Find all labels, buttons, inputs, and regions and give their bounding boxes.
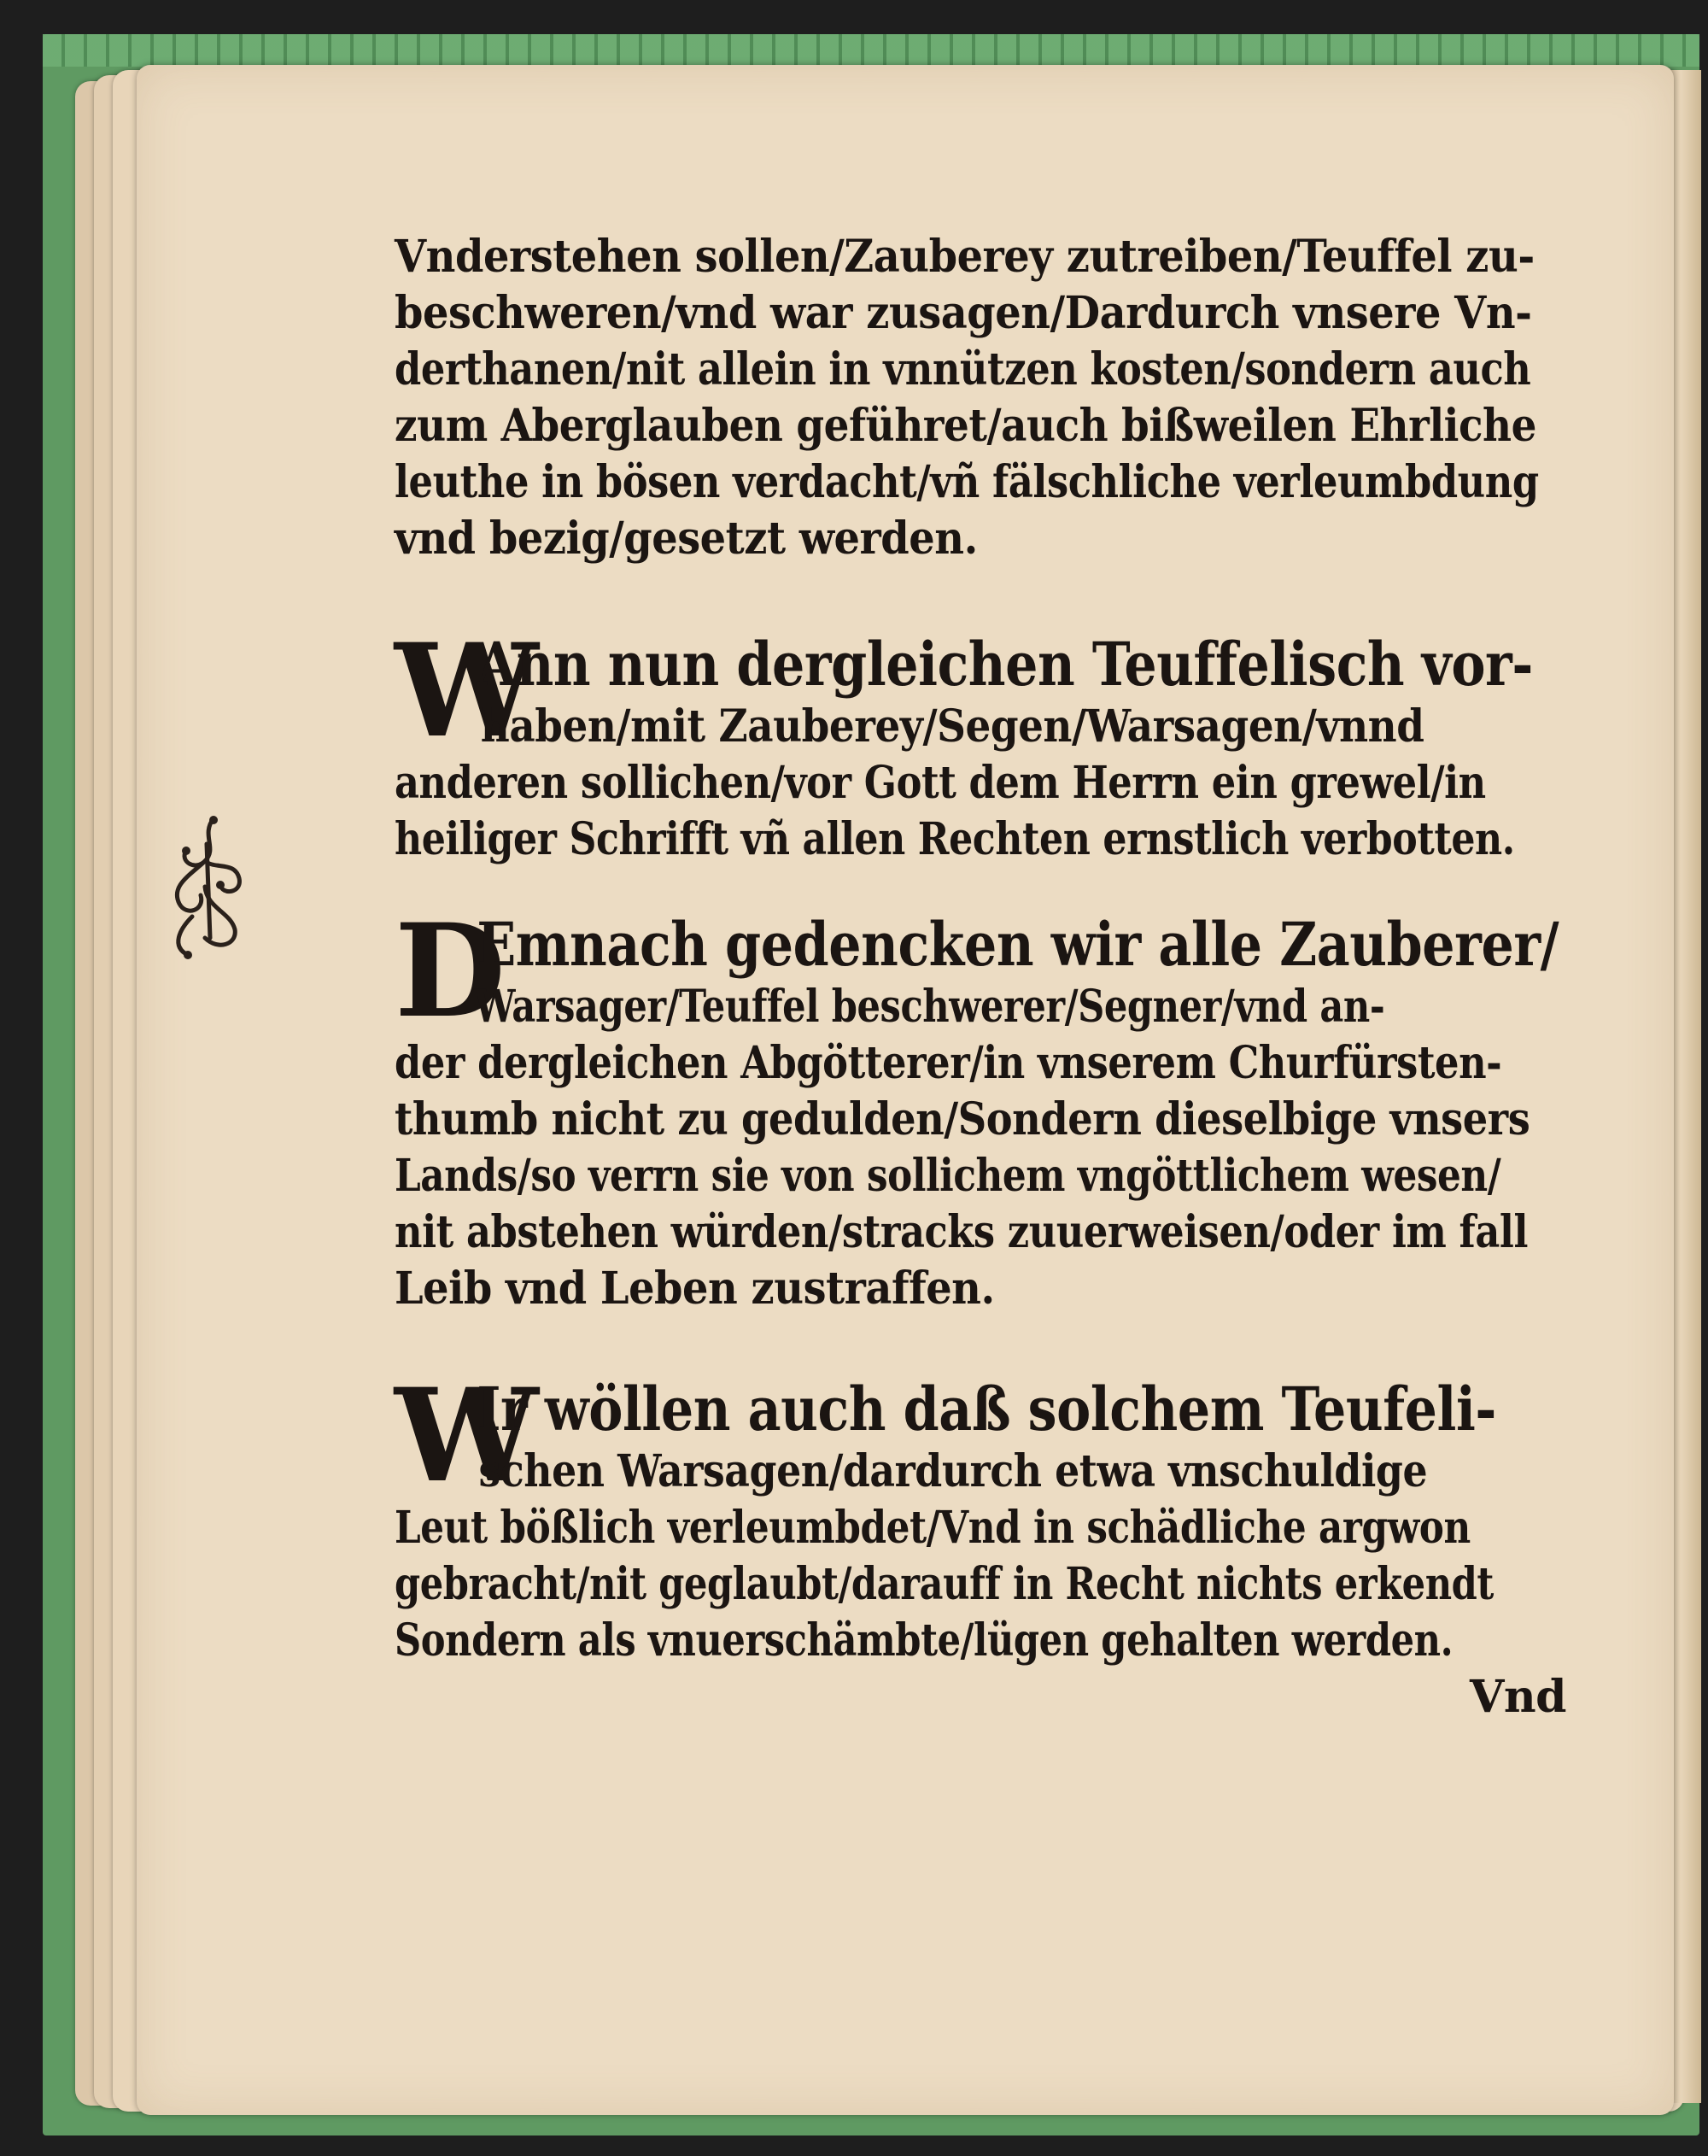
fleuron-ornament-icon <box>154 810 252 964</box>
text-line: Emnach gedencken wir alle Zauberer/ <box>477 909 1559 980</box>
drop-initial: W <box>395 616 538 766</box>
text-line: nit abstehen würden/stracks zuuerweisen/oder im fall <box>395 1206 1529 1258</box>
text-line: beschweren/vnd war zusagen/Dardurch vnsere Vn- <box>395 287 1532 339</box>
text-line: derthanen/nit allein in vnnützen kosten/sondern auch <box>395 343 1531 395</box>
text-line: zum Aberglauben geführet/auch bißweilen Ehrliche <box>395 400 1536 452</box>
paragraph-3 <box>395 896 1573 1317</box>
text-line: haben/mit Zauberey/Segen/Warsagen/vnnd <box>480 700 1424 753</box>
text-line: schen Warsagen/dardurch etwa vnschuldige <box>478 1445 1428 1497</box>
page-text <box>395 229 1573 1725</box>
text-line: gebracht/nit geglaubt/darauff in Recht nichts erkendt <box>395 1558 1494 1610</box>
text-line: Lands/so verrn sie von sollichem vngöttlichem wesen/ <box>395 1150 1501 1202</box>
text-line: Sondern als vnuerschämbte/lügen gehalten werden. <box>395 1614 1454 1667</box>
catchword: Vnd <box>1469 1671 1566 1723</box>
text-line: leuthe in bösen verdacht/vñ fälschliche verleumbdung <box>395 456 1539 508</box>
text-line: Ir wöllen auch daß solchem Teufeli- <box>477 1374 1496 1444</box>
text-line: thumb nicht zu gedulden/Sondern dieselbige vnsers <box>395 1093 1530 1145</box>
paragraph-1 <box>395 229 1573 567</box>
text-line: Vnderstehen sollen/Zauberey zutreiben/Teuffel zu- <box>395 231 1535 283</box>
text-line: heiliger Schrifft vñ allen Rechten ernstlich verbotten. <box>395 813 1515 865</box>
paragraph-2 <box>395 616 1573 868</box>
cover-edge-strip <box>43 34 1699 67</box>
text-line: Warsager/Teuffel beschwerer/Segner/vnd an- <box>473 981 1385 1033</box>
text-line: anderen sollichen/vor Gott dem Herrn ein grewel/in <box>395 757 1486 809</box>
paragraph-4 <box>395 1361 1573 1669</box>
text-line: Leut bößlich verleumbdet/Vnd in schädliche argwon <box>395 1502 1471 1554</box>
drop-initial: D <box>395 896 506 1046</box>
text-line: Ann nun dergleichen Teuffelisch vor- <box>477 629 1533 700</box>
text-line: vnd bezig/gesetzt werden. <box>395 513 978 565</box>
text-line: der dergleichen Abgötterer/in vnserem Churfürsten- <box>395 1037 1502 1089</box>
text-line: Leib vnd Leben zustraffen. <box>395 1263 995 1315</box>
drop-initial: W <box>395 1361 538 1511</box>
